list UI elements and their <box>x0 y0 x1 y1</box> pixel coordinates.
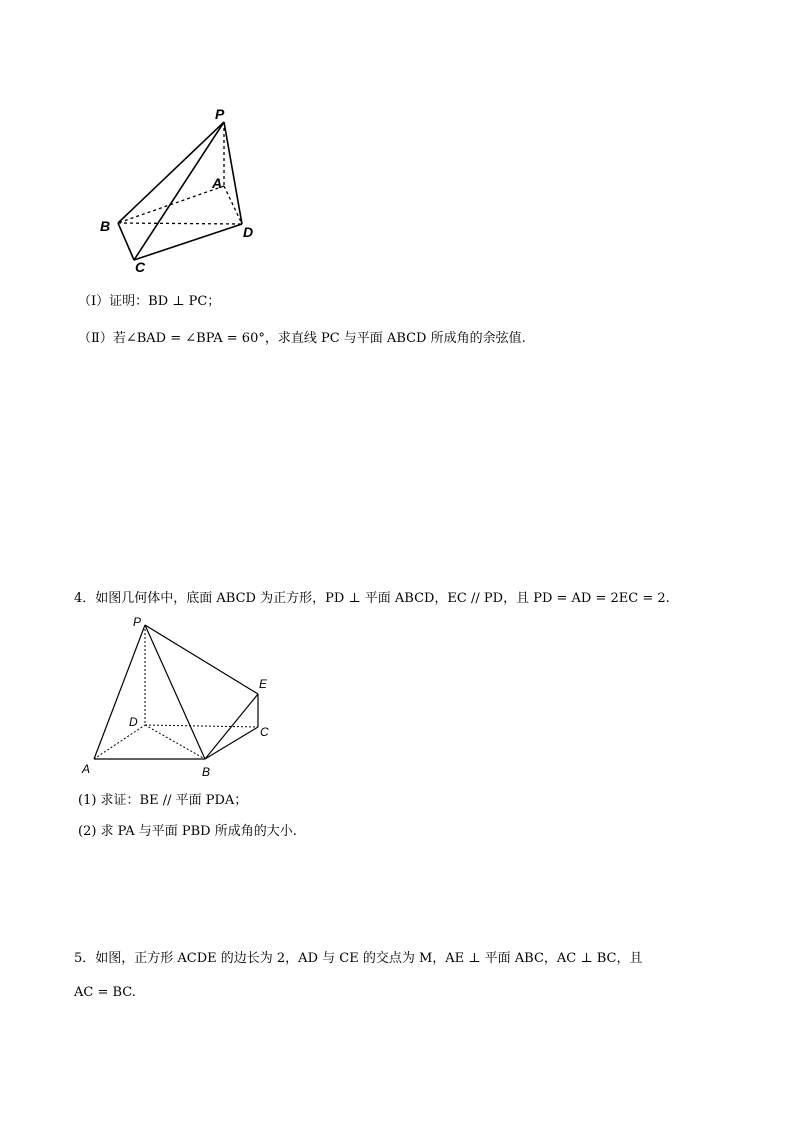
label-d: D <box>129 715 138 729</box>
edge-pd <box>224 122 242 224</box>
edge-pb <box>145 625 205 759</box>
edge-cd <box>134 224 242 260</box>
label-a: A <box>212 175 223 191</box>
label-c: C <box>260 725 269 739</box>
label-b: B <box>100 218 111 234</box>
label-a: A <box>82 762 91 776</box>
problem4-stem: 4．如图几何体中，底面 ABCD 为正方形，PD ⊥ 平面 ABCD，EC // PD，且 PD = AD = 2EC = 2. <box>74 591 670 606</box>
edge-ab <box>118 186 224 223</box>
edge-bd <box>118 223 242 224</box>
problem5-stem-line1: 5．如图，正方形 ACDE 的边长为 2，AD 与 CE 的交点为 M，AE ⊥ 平面 ABC，AC ⊥ BC，且 <box>74 951 643 966</box>
label-c: C <box>135 259 146 275</box>
label-b: B <box>202 765 211 779</box>
label-p: P <box>133 615 142 629</box>
problem3-part1: （Ⅰ）证明：BD ⊥ PC； <box>78 294 221 309</box>
edge-bc <box>118 223 134 260</box>
label-p: P <box>215 106 225 122</box>
problem4-part1: (1) 求证：BE // 平面 PDA； <box>78 793 248 808</box>
problem4-part2: (2) 求 PA 与平面 PBD 所成角的大小. <box>78 824 297 839</box>
edge-pe <box>145 625 258 694</box>
problem3-part2: （Ⅱ）若∠BAD = ∠BPA = 60°，求直线 PC 与平面 ABCD 所成角的余弦值. <box>78 331 526 346</box>
edge-pa <box>94 625 145 759</box>
edge-pb <box>118 122 224 223</box>
edge-ad <box>94 725 145 759</box>
edge-db <box>145 725 205 759</box>
label-d: D <box>243 224 254 240</box>
edge-bc <box>205 727 258 759</box>
problem5-stem-line2: AC = BC. <box>74 985 136 1000</box>
label-e: E <box>259 677 268 691</box>
figure-solid-pabcde <box>75 612 285 782</box>
figure-pyramid-pabcd <box>90 100 280 280</box>
edge-dc <box>145 725 258 727</box>
